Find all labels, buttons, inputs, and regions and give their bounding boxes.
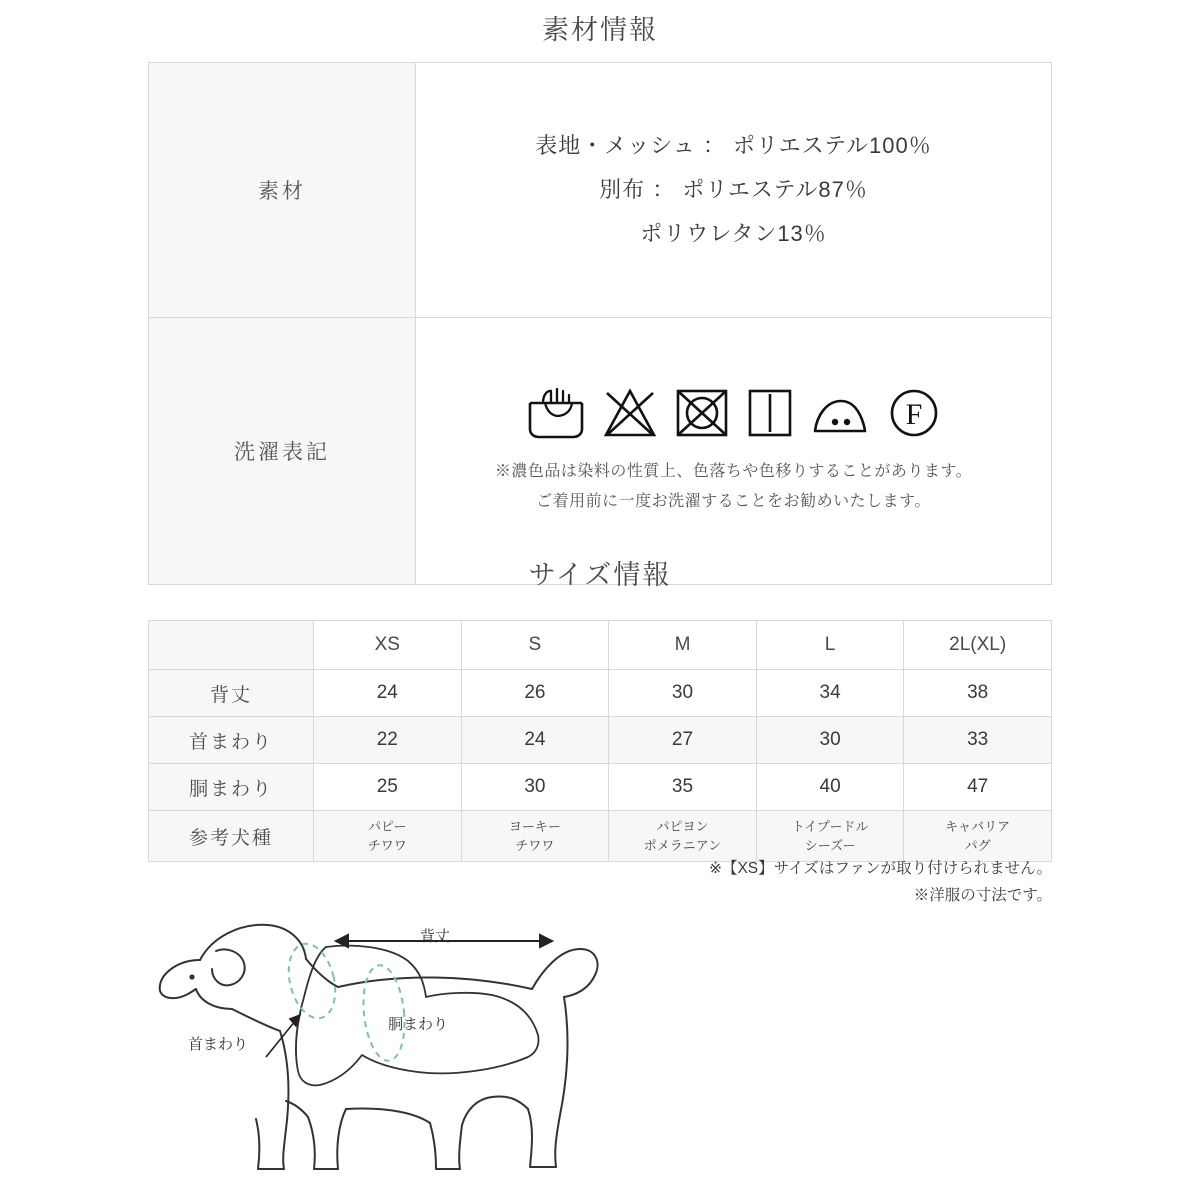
size-column-s: S — [461, 621, 609, 670]
table-row — [149, 318, 1052, 585]
size-note-measure: ※洋服の寸法です。 — [913, 887, 1052, 904]
cell-neck-l: 30 — [756, 717, 904, 764]
row-label-back-length: 背丈 — [149, 670, 314, 717]
cell-back-length-m: 30 — [609, 670, 757, 717]
cell-chest-xs: 25 — [314, 764, 462, 811]
laundry-symbol-group — [426, 385, 1041, 441]
breed-line: キャバリア — [945, 819, 1011, 834]
breed-line: チワワ — [367, 838, 407, 853]
table-row — [149, 670, 1052, 717]
cell-neck-m: 27 — [609, 717, 757, 764]
size-column-l: L — [756, 621, 904, 670]
diagram-label-neck: 首まわり — [188, 1036, 249, 1053]
breed-line: パピヨン — [656, 819, 709, 834]
row-label-neck: 首まわり — [149, 717, 314, 764]
table-header-row — [149, 621, 1052, 670]
row-label-breed: 参考犬種 — [149, 811, 314, 862]
dry-clean-f-icon — [885, 385, 943, 441]
wash-row-label: 洗濯表記 — [149, 318, 416, 585]
wash-note: ※濃色品は染料の性質上、色落ちや色移りすることがあります。 — [494, 463, 973, 480]
cell-back-length-2l: 38 — [904, 670, 1052, 717]
measurement-diagram — [140, 885, 760, 1185]
breed-line: パグ — [964, 838, 991, 853]
table-row — [149, 717, 1052, 764]
cell-neck-s: 24 — [461, 717, 609, 764]
cell-breed-m — [609, 811, 757, 862]
cell-back-length-l: 34 — [756, 670, 904, 717]
cell-chest-2l: 47 — [904, 764, 1052, 811]
cell-chest-s: 30 — [461, 764, 609, 811]
row-label-chest: 胴まわり — [149, 764, 314, 811]
svg-text:F: F — [905, 398, 922, 431]
breed-line: シーズー — [804, 838, 856, 853]
breed-line: チワワ — [515, 838, 555, 853]
no-bleach-icon — [601, 385, 659, 441]
diagram-label-chest: 胴まわり — [388, 1016, 449, 1033]
material-table — [148, 62, 1052, 585]
diagram-label-back-length: 背丈 — [420, 928, 451, 945]
size-notes — [709, 855, 1052, 909]
wash-row-value — [416, 318, 1052, 585]
wash-note: ご着用前に一度お洗濯することをお勧めいたします。 — [536, 493, 931, 510]
size-column-2l: 2L(XL) — [904, 621, 1052, 670]
material-section-title: 素材情報 — [542, 15, 658, 45]
cell-breed-l — [756, 811, 904, 862]
breed-line: ポメラニアン — [643, 838, 722, 853]
cell-back-length-s: 26 — [461, 670, 609, 717]
size-column-xs: XS — [314, 621, 462, 670]
breed-line: ヨーキー — [508, 819, 561, 834]
material-row-label: 素材 — [149, 63, 416, 318]
cell-breed-s — [461, 811, 609, 862]
cell-chest-l: 40 — [756, 764, 904, 811]
cell-breed-2l — [904, 811, 1052, 862]
material-line: 表地・メッシュ ： ポリエステル100％ — [535, 133, 932, 158]
no-tumble-dry-icon — [673, 385, 731, 441]
cell-neck-2l: 33 — [904, 717, 1052, 764]
cell-breed-xs — [314, 811, 462, 862]
table-row — [149, 764, 1052, 811]
cell-neck-xs: 22 — [314, 717, 462, 764]
material-row-value — [416, 63, 1052, 318]
breed-line: トイプードル — [791, 819, 869, 834]
iron-low-icon — [809, 385, 871, 441]
table-row — [149, 63, 1052, 318]
cell-back-length-xs: 24 — [314, 670, 462, 717]
size-table-corner — [149, 621, 314, 670]
size-table — [148, 620, 1052, 862]
neck-leader-arrow — [266, 1015, 300, 1057]
breed-line: パピー — [368, 819, 407, 834]
size-column-m: M — [609, 621, 757, 670]
drip-dry-shade-icon — [745, 385, 795, 441]
material-line: ポリウレタン13％ — [640, 221, 827, 246]
size-section-title: サイズ情報 — [528, 560, 672, 590]
cell-chest-m: 35 — [609, 764, 757, 811]
table-row — [149, 811, 1052, 862]
hand-wash-icon — [525, 385, 587, 441]
size-note-fan: ※【XS】サイズはファンが取り付けられません。 — [708, 860, 1052, 877]
material-line: 別布 ： ポリエステル87％ — [599, 177, 868, 202]
